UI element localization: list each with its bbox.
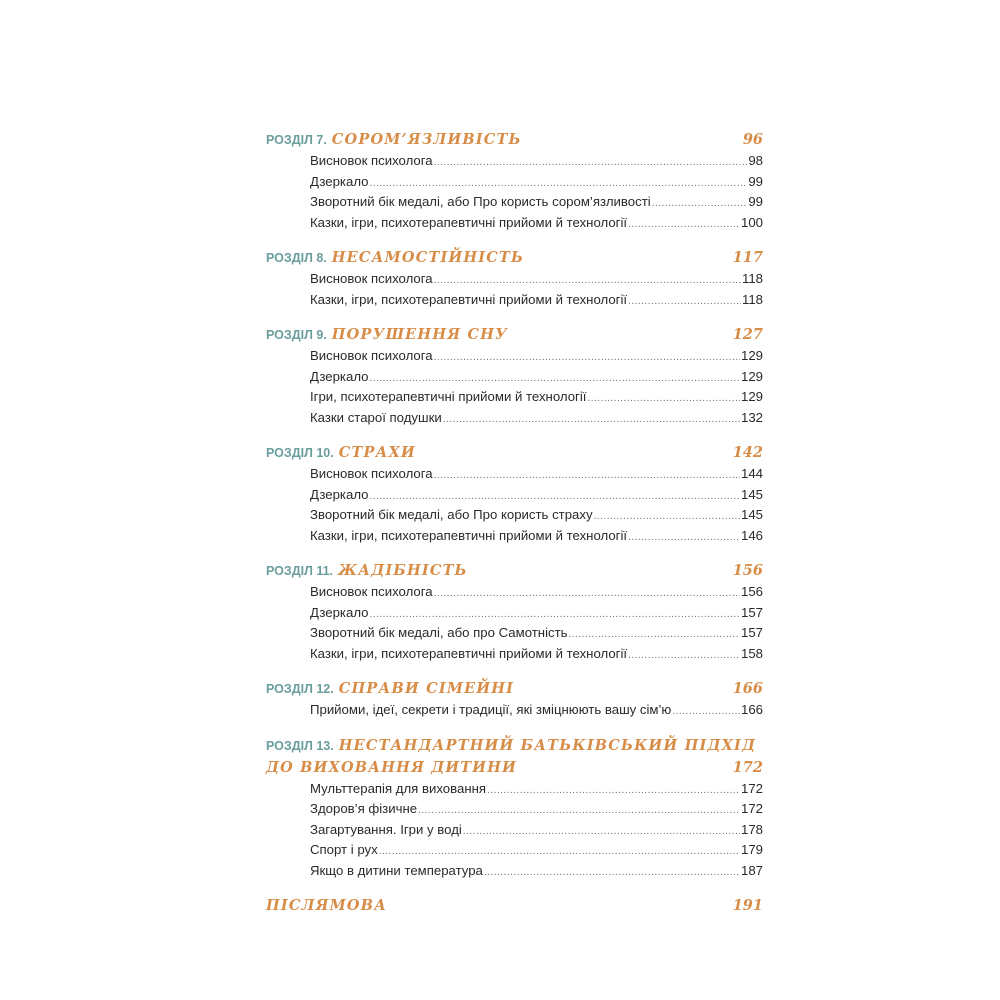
- chapter-9: [266, 324, 763, 428]
- entry-title: Прийоми, ідеї, секрети і традиції, які зміцнюють вашу сім’ю: [310, 702, 672, 717]
- toc-entry[interactable]: [266, 387, 763, 408]
- entry-page-number: 98: [748, 153, 763, 168]
- toc-entry[interactable]: [266, 603, 763, 624]
- toc-entry[interactable]: [266, 623, 763, 644]
- toc-entry[interactable]: [266, 505, 763, 526]
- chapters-list: [266, 129, 763, 721]
- chapter-heading[interactable]: [266, 560, 763, 582]
- chapter-entries: [266, 779, 763, 882]
- chapter-title: НЕСАМОСТІЙНІСТЬ: [331, 249, 525, 266]
- dot-leader: [434, 153, 748, 174]
- chapter-10: [266, 442, 763, 546]
- chapter-heading[interactable]: [266, 442, 763, 464]
- chapter-label: РОЗДІЛ 13.: [266, 738, 334, 753]
- entry-page-number: 166: [740, 702, 763, 717]
- entry-title: Казки, ігри, психотерапевтичні прийоми й технології: [310, 291, 628, 307]
- toc-entry[interactable]: [266, 861, 763, 882]
- dot-leader: [434, 271, 741, 292]
- afterword-page-number: 191: [732, 897, 763, 914]
- entry-page-number: 187: [740, 862, 763, 878]
- dot-leader: [487, 781, 740, 802]
- dot-leader: [594, 507, 740, 528]
- toc-entry[interactable]: [266, 820, 763, 841]
- dot-leader: [628, 215, 740, 236]
- dot-leader: [628, 528, 740, 549]
- dot-leader: [370, 605, 740, 626]
- entry-page-number: 172: [740, 801, 763, 816]
- toc-entry[interactable]: [266, 485, 763, 506]
- entry-title: Зворотний бік медалі, або Про користь сором’язливості: [310, 194, 651, 209]
- entry-title: Здоров’я фізичне: [310, 801, 418, 816]
- chapter-heading-line2[interactable]: [266, 757, 763, 779]
- entry-page-number: 157: [740, 604, 763, 620]
- dot-leader: [628, 292, 741, 313]
- chapter-label: РОЗДІЛ 9.: [266, 328, 327, 342]
- dot-leader: [463, 822, 740, 843]
- entry-title: Висновок психолога: [310, 271, 433, 286]
- chapter-page-number: 96: [742, 131, 763, 148]
- entry-title: Мульттерапія для виховання: [310, 780, 487, 796]
- table-of-contents: [266, 129, 763, 917]
- dot-leader: [370, 487, 740, 508]
- entry-page-number: 172: [740, 780, 763, 796]
- entry-title: Зворотний бік медалі, або про Самотність: [310, 625, 568, 640]
- chapter-label: РОЗДІЛ 11.: [266, 564, 334, 578]
- chapter-title: СТРАХИ: [338, 444, 416, 461]
- entry-title: Спорт і рух: [310, 842, 378, 857]
- toc-entry[interactable]: [266, 192, 763, 213]
- dot-leader: [484, 863, 740, 884]
- chapter-title: НЕСТАНДАРТНИЙ БАТЬКІВСЬКИЙ ПІДХІД: [338, 736, 757, 754]
- toc-entry[interactable]: [266, 213, 763, 234]
- entry-page-number: 99: [748, 194, 763, 209]
- entry-page-number: 145: [740, 507, 763, 522]
- chapter-title: СПРАВИ СІМЕЙНІ: [338, 680, 515, 697]
- entry-page-number: 129: [740, 368, 763, 384]
- chapter-heading[interactable]: [266, 247, 763, 269]
- chapter-title: ЖАДІБНІСТЬ: [338, 562, 468, 579]
- toc-entry[interactable]: [266, 346, 763, 367]
- entry-page-number: 118: [741, 271, 763, 286]
- entry-title: Казки, ігри, психотерапевтичні прийоми й технології: [310, 527, 628, 543]
- dot-leader: [370, 369, 740, 390]
- entry-title: Дзеркало: [310, 486, 369, 502]
- entry-title: Якщо в дитини температура: [310, 862, 483, 878]
- entry-title: Дзеркало: [310, 368, 369, 384]
- toc-entry[interactable]: [266, 151, 763, 172]
- dot-leader: [379, 842, 740, 863]
- chapter-heading[interactable]: [266, 324, 763, 346]
- entry-page-number: 158: [740, 645, 763, 661]
- chapter-heading[interactable]: [266, 129, 763, 151]
- entry-page-number: 145: [740, 486, 763, 502]
- toc-entry[interactable]: [266, 526, 763, 547]
- entry-page-number: 146: [740, 527, 763, 543]
- chapter-title: ПОРУШЕННЯ СНУ: [331, 326, 509, 343]
- chapter-7: [266, 129, 763, 233]
- toc-entry[interactable]: [266, 700, 763, 721]
- entry-title: Висновок психолога: [310, 153, 433, 168]
- dot-leader: [443, 410, 740, 431]
- toc-entry[interactable]: [266, 290, 763, 311]
- chapter-heading[interactable]: [266, 678, 763, 700]
- chapter-title: СОРОМ’ЯЗЛИВІСТЬ: [331, 131, 522, 148]
- dot-leader: [434, 348, 740, 369]
- entry-title: Дзеркало: [310, 604, 369, 620]
- entry-page-number: 132: [740, 409, 763, 425]
- entry-page-number: 129: [740, 389, 763, 404]
- entry-page-number: 118: [741, 291, 763, 307]
- dot-leader: [370, 174, 748, 195]
- dot-leader: [418, 801, 740, 822]
- entry-page-number: 99: [748, 173, 763, 189]
- dot-leader: [587, 389, 740, 410]
- chapter-heading[interactable]: [266, 735, 763, 757]
- chapter-page-number: 166: [732, 680, 763, 697]
- entry-title: Казки, ігри, психотерапевтичні прийоми й технології: [310, 645, 628, 661]
- chapter-label: РОЗДІЛ 8.: [266, 251, 327, 265]
- chapter-label: РОЗДІЛ 10.: [266, 446, 334, 460]
- entry-page-number: 129: [740, 348, 763, 363]
- chapter-page-number: 156: [732, 562, 763, 579]
- chapter-page-number: 117: [732, 249, 763, 266]
- entry-page-number: 157: [740, 625, 763, 640]
- entry-page-number: 178: [740, 821, 763, 837]
- entry-title: Висновок психолога: [310, 348, 433, 363]
- entry-title: Висновок психолога: [310, 466, 433, 481]
- dot-leader: [434, 466, 740, 487]
- afterword-heading[interactable]: [266, 895, 763, 917]
- entry-title: Казки, ігри, психотерапевтичні прийоми й технології: [310, 214, 628, 230]
- chapter-page-number: 172: [732, 758, 763, 776]
- afterword-title: ПІСЛЯМОВА: [266, 897, 388, 914]
- chapter-label: РОЗДІЛ 7.: [266, 133, 327, 147]
- dot-leader: [569, 625, 740, 646]
- entry-title: Ігри, психотерапевтичні прийоми й технології: [310, 389, 587, 404]
- chapter-page-number: 142: [732, 444, 763, 461]
- chapter-page-number: 127: [732, 326, 763, 343]
- dot-leader: [652, 194, 748, 215]
- chapter-11: [266, 560, 763, 664]
- entry-title: Дзеркало: [310, 173, 369, 189]
- toc-entry[interactable]: [266, 799, 763, 820]
- chapter-12: [266, 678, 763, 721]
- toc-entry[interactable]: [266, 582, 763, 603]
- entry-page-number: 100: [740, 214, 763, 230]
- toc-entry[interactable]: [266, 840, 763, 861]
- toc-entry[interactable]: [266, 644, 763, 665]
- entry-page-number: 179: [740, 842, 763, 857]
- entry-page-number: 156: [740, 584, 763, 599]
- toc-entry[interactable]: [266, 269, 763, 290]
- dot-leader: [628, 646, 740, 667]
- chapter-8: [266, 247, 763, 310]
- entry-title: Зворотний бік медалі, або Про користь страху: [310, 507, 593, 522]
- toc-entry[interactable]: [266, 172, 763, 193]
- dot-leader: [672, 702, 740, 723]
- toc-entry[interactable]: [266, 464, 763, 485]
- chapter-label: РОЗДІЛ 12.: [266, 682, 334, 696]
- entry-title: Казки старої подушки: [310, 409, 442, 425]
- dot-leader: [434, 584, 740, 605]
- toc-entry[interactable]: [266, 779, 763, 800]
- toc-entry[interactable]: [266, 367, 763, 388]
- entry-title: Загартування. Ігри у воді: [310, 821, 462, 837]
- entry-page-number: 144: [740, 466, 763, 481]
- chapter-13: [266, 735, 763, 882]
- entry-title: Висновок психолога: [310, 584, 433, 599]
- toc-entry[interactable]: [266, 408, 763, 429]
- chapter-title-continued: ДО ВИХОВАННЯ ДИТИНИ: [266, 758, 517, 776]
